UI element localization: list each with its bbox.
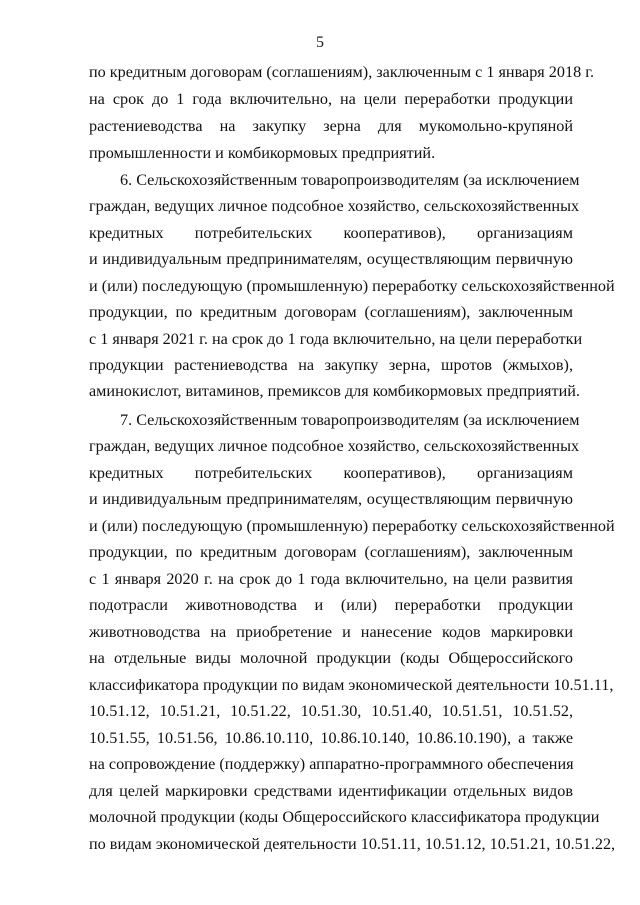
text-line: подотрасли животноводства и (или) переработки продукции [89,596,573,614]
text-line: продукции растениеводства на закупку зерна, шротов (жмыхов), [89,356,573,374]
text-line: животноводства на приобретение и нанесение кодов маркировки [89,623,573,641]
text-line: на отдельные виды молочной продукции (коды Общероссийского [89,649,573,667]
text-line: растениеводства на закупку зерна для мукомольно-крупяной [89,117,573,135]
text-line: продукции, по кредитным договорам (соглашениям), заключенным [89,303,573,321]
text-line: и индивидуальным предпринимателям, осуществляющим первичную [89,250,573,268]
text-line: граждан, ведущих личное подсобное хозяйство, сельскохозяйственных [89,437,580,455]
text-line: продукции, по кредитным договорам (соглашениям), заключенным [89,543,573,561]
text-line: кредитных потребительских кооперативов), организациям [89,464,573,482]
text-line: граждан, ведущих личное подсобное хозяйство, сельскохозяйственных [89,197,580,215]
text-line: и (или) последующую (промышленную) переработку сельскохозяйственной [89,517,615,535]
text-line: 10.51.55, 10.51.56, 10.86.10.110, 10.86.10.140, 10.86.10.190), а также [89,729,573,747]
text-line: с 1 января 2021 г. на срок до 1 года включительно, на цели переработки [89,330,583,348]
text-line: по видам экономической деятельности 10.51.11, 10.51.12, 10.51.21, 10.51.22, [89,835,616,853]
text-line: и индивидуальным предпринимателям, осуществляющим первичную [89,490,573,508]
text-line: для целей маркировки средствами идентификации отдельных видов [89,782,573,800]
page-number: 5 [316,34,324,51]
text-line: аминокислот, витаминов, премиксов для комбикормовых предприятий. [89,382,580,400]
text-line: промышленности и комбикормовых предприятий. [89,144,436,162]
text-line: на сопровождение (поддержку) аппаратно-программного обеспечения [89,755,574,773]
paragraph-6-first-line: 6. Сельскохозяйственным товаропроизводителям (за исключением [120,171,580,189]
text-line: и (или) последующую (промышленную) переработку сельскохозяйственной [89,277,615,295]
text-line: с 1 января 2020 г. на срок до 1 года включительно, на цели развития [89,570,573,588]
text-line: молочной продукции (коды Общероссийского классификатора продукции [89,808,600,826]
text-line: классификатора продукции по видам экономической деятельности 10.51.11, [89,676,614,694]
text-line: 10.51.12, 10.51.21, 10.51.22, 10.51.30, 10.51.40, 10.51.51, 10.51.52, [89,702,573,720]
text-line: кредитных потребительских кооперативов), организациям [89,224,573,242]
paragraph-7-first-line: 7. Сельскохозяйственным товаропроизводителям (за исключением [120,411,580,429]
text-line: на срок до 1 года включительно, на цели переработки продукции [89,90,573,108]
text-line: по кредитным договорам (соглашениям), заключенным с 1 января 2018 г. [89,63,595,81]
